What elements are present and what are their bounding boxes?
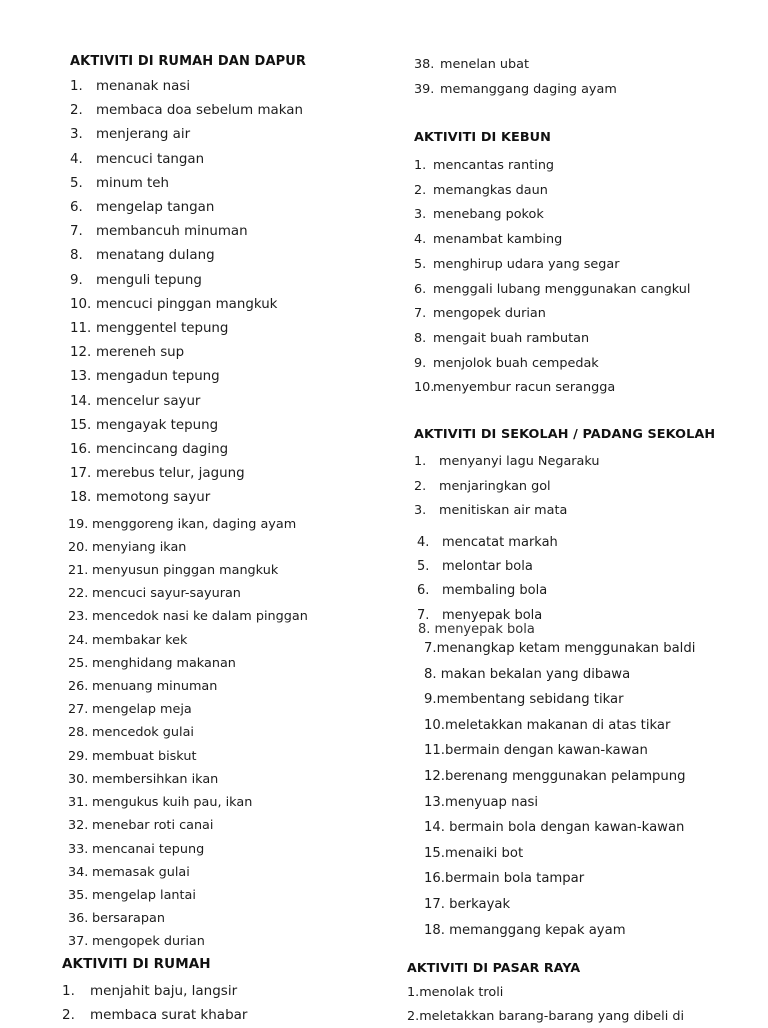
list-item-text: mengelap meja — [92, 698, 192, 721]
list-item-number: 6. — [70, 196, 96, 220]
list-item-number: 25. — [68, 652, 92, 675]
list-item-number: 36. — [68, 907, 92, 930]
list-item-text: mencedok gulai — [92, 721, 194, 744]
list-item — [414, 450, 715, 475]
heading-pasar-raya: AKTIVITI DI PASAR RAYA — [407, 960, 684, 977]
list-item — [68, 559, 308, 582]
list-item-text: memotong sayur — [96, 486, 210, 510]
list-item-number: 14. — [424, 815, 449, 841]
list-item-number: 19. — [68, 513, 92, 536]
list-item — [62, 980, 247, 1004]
list-item-number: 4. — [70, 148, 96, 172]
list-item — [68, 629, 308, 652]
list-item-number: 13. — [70, 365, 96, 389]
list-item-number: 7. — [424, 636, 437, 662]
list-item-text: mencincang daging — [96, 438, 228, 462]
list-item — [68, 582, 308, 605]
list-sekolah-part-1 — [414, 450, 715, 524]
list-item-text: menjerang air — [96, 123, 190, 147]
list-item-text: bersarapan — [92, 907, 165, 930]
list-item-number: 5. — [414, 253, 433, 278]
list-item-text: menyepak bola — [442, 604, 542, 628]
list-item — [417, 579, 715, 603]
list-item-number: 15. — [424, 841, 445, 867]
list-item — [70, 462, 308, 486]
list-item-number: 2. — [407, 1005, 419, 1028]
list-item — [424, 713, 695, 739]
list-item-text: bermain dengan kawan-kawan — [445, 738, 648, 764]
list-item-text: mencatat markah — [442, 531, 558, 555]
list-item-text: melontar bola — [442, 555, 533, 579]
list-item — [417, 555, 715, 579]
list-item-text: mencanai tepung — [92, 838, 204, 861]
list-item-number: 23. — [68, 605, 92, 628]
list-item — [424, 866, 695, 892]
list-item-text: menggali lubang menggunakan cangkul — [433, 278, 690, 303]
list-item-text: menjolok buah cempedak — [433, 352, 599, 377]
list-item-number: 17. — [70, 462, 96, 486]
list-item-text: mengukus kuih pau, ikan — [92, 791, 252, 814]
list-item-number: 8. — [70, 244, 96, 268]
list-item — [70, 75, 308, 99]
list-item-text: menebang pokok — [433, 203, 544, 228]
list-item-text: menaiki bot — [445, 841, 523, 867]
list-item-number: 35. — [68, 884, 92, 907]
list-item-text: mengayak tepung — [96, 414, 218, 438]
list-item — [70, 365, 308, 389]
list-item-text: meletakkan barang-barang yang dibeli di — [419, 1005, 684, 1028]
list-item — [414, 154, 690, 179]
list-item-number: 16. — [424, 866, 445, 892]
section-rumah-dapur-continued — [414, 52, 617, 102]
list-item-text: memanggang daging ayam — [440, 77, 617, 102]
list-item-text: merebus telur, jagung — [96, 462, 245, 486]
list-item — [68, 605, 308, 628]
list-item-text: menuang minuman — [92, 675, 217, 698]
list-item-text: memasak gulai — [92, 861, 190, 884]
list-item-text: mencuci pinggan mangkuk — [96, 293, 277, 317]
heading-rumah: AKTIVITI DI RUMAH — [62, 956, 247, 974]
list-item-number: 3. — [70, 123, 96, 147]
list-item — [407, 1005, 684, 1028]
list-item-number: 1. — [414, 154, 433, 179]
list-item-text: membuat biskut — [92, 745, 196, 768]
list-item — [424, 687, 695, 713]
list-item-text: mengelap lantai — [92, 884, 196, 907]
list-item-number: 2. — [414, 475, 439, 500]
list-item — [68, 513, 308, 536]
list-item — [70, 220, 308, 244]
list-item — [424, 764, 695, 790]
list-item — [70, 148, 308, 172]
list-item-number: 18. — [70, 486, 96, 510]
list-item-number: 15. — [70, 414, 96, 438]
list-item-number: 39. — [414, 77, 440, 102]
list-item-text: menyembur racun serangga — [433, 376, 615, 401]
list-item-number: 6. — [417, 579, 442, 603]
list-item-text: berenang menggunakan pelampung — [445, 764, 686, 790]
list-item-text: memangkas daun — [433, 179, 548, 204]
list-rumah-dapur-part-3 — [414, 52, 617, 102]
list-item-text: menatang dulang — [96, 244, 215, 268]
list-item-number: 18. — [424, 918, 449, 944]
heading-sekolah: AKTIVITI DI SEKOLAH / PADANG SEKOLAH — [414, 427, 715, 445]
list-item-text: mencantas ranting — [433, 154, 554, 179]
list-item-number: 31. — [68, 791, 92, 814]
list-item-text: mengopek durian — [92, 930, 205, 953]
list-item-text: mengopek durian — [433, 302, 546, 327]
list-item-text: menyiang ikan — [92, 536, 186, 559]
section-pasar-raya — [407, 960, 684, 1028]
list-item-number: 2. — [70, 99, 96, 123]
list-item-number: 3. — [414, 203, 433, 228]
list-item-number: 24. — [68, 629, 92, 652]
list-item-number: 14. — [70, 390, 96, 414]
list-item-text: membaling bola — [442, 579, 547, 603]
list-item-text: menambat kambing — [433, 228, 562, 253]
list-item-number: 16. — [70, 438, 96, 462]
list-item — [68, 814, 308, 837]
list-item-number: 7. — [417, 604, 442, 628]
list-item — [424, 738, 695, 764]
list-item-number: 9. — [414, 352, 433, 377]
list-item-text: bermain bola tampar — [445, 866, 584, 892]
list-item-text: mencedok nasi ke dalam pinggan — [92, 605, 308, 628]
list-item-number: 12. — [70, 341, 96, 365]
list-item — [70, 99, 308, 123]
list-item — [68, 536, 308, 559]
list-item — [414, 475, 715, 500]
list-item-number: 2. — [62, 1004, 90, 1028]
section-rumah-dapur — [70, 54, 308, 954]
list-item-text: membentang sebidang tikar — [437, 687, 624, 713]
list-item-number: 27. — [68, 698, 92, 721]
list-item-number: 4. — [417, 531, 442, 555]
list-item — [424, 790, 695, 816]
list-item-number: 12. — [424, 764, 445, 790]
section-sekolah — [414, 427, 715, 628]
list-item-number: 34. — [68, 861, 92, 884]
section-rumah — [62, 956, 247, 1027]
list-item-number: 7. — [414, 302, 433, 327]
list-item — [414, 352, 690, 377]
list-item-text: menggentel tepung — [96, 317, 228, 341]
list-item — [414, 253, 690, 278]
list-item — [424, 636, 695, 662]
list-item — [414, 302, 690, 327]
list-item-number: 1. — [70, 75, 96, 99]
list-item-text: menyuap nasi — [445, 790, 538, 816]
list-item-number: 5. — [70, 172, 96, 196]
list-item-text: menyusun pinggan mangkuk — [92, 559, 278, 582]
list-item-number: 21. — [68, 559, 92, 582]
heading-kebun: AKTIVITI DI KEBUN — [414, 130, 690, 148]
list-item-number: 38. — [414, 52, 440, 77]
list-item — [68, 745, 308, 768]
list-item — [68, 861, 308, 884]
list-rumah — [62, 980, 247, 1027]
list-item-text: menebar roti canai — [92, 814, 213, 837]
list-item-text: menelan ubat — [440, 52, 529, 77]
list-item — [68, 768, 308, 791]
list-item-text: menanak nasi — [96, 75, 190, 99]
list-item-number: 32. — [68, 814, 92, 837]
cutoff-text: 8. menyepak bola — [418, 623, 568, 636]
list-pantai — [424, 636, 695, 943]
heading-rumah-dapur: AKTIVITI DI RUMAH DAN DAPUR — [70, 54, 308, 71]
list-item-text: mengait buah rambutan — [433, 327, 589, 352]
list-rumah-dapur-part-2 — [68, 513, 308, 954]
list-item — [68, 721, 308, 744]
list-item — [70, 196, 308, 220]
list-kebun — [414, 154, 690, 401]
list-item-text: memanggang kepak ayam — [449, 918, 625, 944]
list-item-number: 2. — [414, 179, 433, 204]
list-item — [68, 675, 308, 698]
list-item — [414, 179, 690, 204]
list-item-number: 5. — [417, 555, 442, 579]
list-item-text: menghidang makanan — [92, 652, 236, 675]
list-item — [70, 341, 308, 365]
list-item-number: 17. — [424, 892, 449, 918]
list-sekolah-part-2 — [417, 531, 715, 629]
list-item — [62, 1004, 247, 1028]
list-item-text: makan bekalan yang dibawa — [441, 662, 630, 688]
list-item-text: membancuh minuman — [96, 220, 248, 244]
list-item-number: 9. — [424, 687, 437, 713]
list-item-text: menjaringkan gol — [439, 475, 551, 500]
list-item — [414, 376, 690, 401]
list-item-number: 8. — [414, 327, 433, 352]
list-item-text: mereneh sup — [96, 341, 184, 365]
list-item — [70, 293, 308, 317]
list-item — [424, 892, 695, 918]
list-item-number: 9. — [70, 269, 96, 293]
list-item-number: 30. — [68, 768, 92, 791]
list-item — [414, 327, 690, 352]
list-item — [70, 486, 308, 510]
list-item — [414, 499, 715, 524]
list-item — [68, 884, 308, 907]
list-item-text: membaca doa sebelum makan — [96, 99, 303, 123]
list-pasar-raya — [407, 981, 684, 1028]
list-item-number: 11. — [70, 317, 96, 341]
list-item-text: mencelur sayur — [96, 390, 200, 414]
list-item-text: menguli tepung — [96, 269, 202, 293]
list-item-number: 13. — [424, 790, 445, 816]
list-item — [68, 652, 308, 675]
list-item-number: 6. — [414, 278, 433, 303]
list-item — [70, 438, 308, 462]
list-item-text: meletakkan makanan di atas tikar — [445, 713, 670, 739]
list-item — [70, 172, 308, 196]
list-item — [414, 203, 690, 228]
list-item — [68, 907, 308, 930]
list-item-text: menangkap ketam menggunakan baldi — [437, 636, 696, 662]
list-item-number: 33. — [68, 838, 92, 861]
list-item-number: 29. — [68, 745, 92, 768]
list-item-number: 20. — [68, 536, 92, 559]
list-item — [424, 815, 695, 841]
list-item — [68, 791, 308, 814]
list-item-text: mengelap tangan — [96, 196, 214, 220]
list-item-number: 22. — [68, 582, 92, 605]
list-item-text: membersihkan ikan — [92, 768, 218, 791]
list-item — [414, 77, 617, 102]
list-item-number: 3. — [414, 499, 439, 524]
list-item-text: menolak troli — [419, 981, 503, 1005]
list-item-text: minum teh — [96, 172, 169, 196]
list-item-text: menjahit baju, langsir — [90, 980, 237, 1004]
list-item-number: 4. — [414, 228, 433, 253]
list-item-number: 11. — [424, 738, 445, 764]
list-item — [407, 981, 684, 1005]
list-item-text: mengadun tepung — [96, 365, 220, 389]
list-item-number: 37. — [68, 930, 92, 953]
list-item-number: 26. — [68, 675, 92, 698]
list-item — [414, 228, 690, 253]
list-item-text: membaca surat khabar — [90, 1004, 247, 1028]
list-item — [414, 278, 690, 303]
list-item-number: 28. — [68, 721, 92, 744]
list-item-number: 10. — [414, 376, 433, 401]
list-item-text: bermain bola dengan kawan-kawan — [449, 815, 684, 841]
list-item-number: 1. — [62, 980, 90, 1004]
list-rumah-dapur-part-1 — [70, 75, 308, 511]
list-item — [424, 918, 695, 944]
list-item — [68, 838, 308, 861]
list-item — [70, 414, 308, 438]
list-item — [417, 531, 715, 555]
list-item — [70, 390, 308, 414]
list-item — [68, 930, 308, 953]
list-item-text: menggoreng ikan, daging ayam — [92, 513, 296, 536]
list-item-number: 1. — [414, 450, 439, 475]
list-item-number: 1. — [407, 981, 419, 1005]
list-item-text: mencuci tangan — [96, 148, 204, 172]
list-item-text: mencuci sayur-sayuran — [92, 582, 241, 605]
section-pantai-continued — [424, 636, 695, 943]
list-item-text: berkayak — [449, 892, 510, 918]
list-item-text: menyanyi lagu Negaraku — [439, 450, 600, 475]
list-item — [70, 269, 308, 293]
list-item — [70, 244, 308, 268]
list-item-number: 10. — [70, 293, 96, 317]
list-item — [424, 662, 695, 688]
list-item — [68, 698, 308, 721]
section-kebun — [414, 130, 690, 401]
list-item-text: menitiskan air mata — [439, 499, 567, 524]
list-item — [70, 123, 308, 147]
list-item-number: 8. — [424, 662, 441, 688]
list-item-text: membakar kek — [92, 629, 187, 652]
list-item-number: 10. — [424, 713, 445, 739]
list-item-text: menghirup udara yang segar — [433, 253, 620, 278]
list-item-number: 7. — [70, 220, 96, 244]
list-item — [424, 841, 695, 867]
list-item — [70, 317, 308, 341]
list-item — [414, 52, 617, 77]
